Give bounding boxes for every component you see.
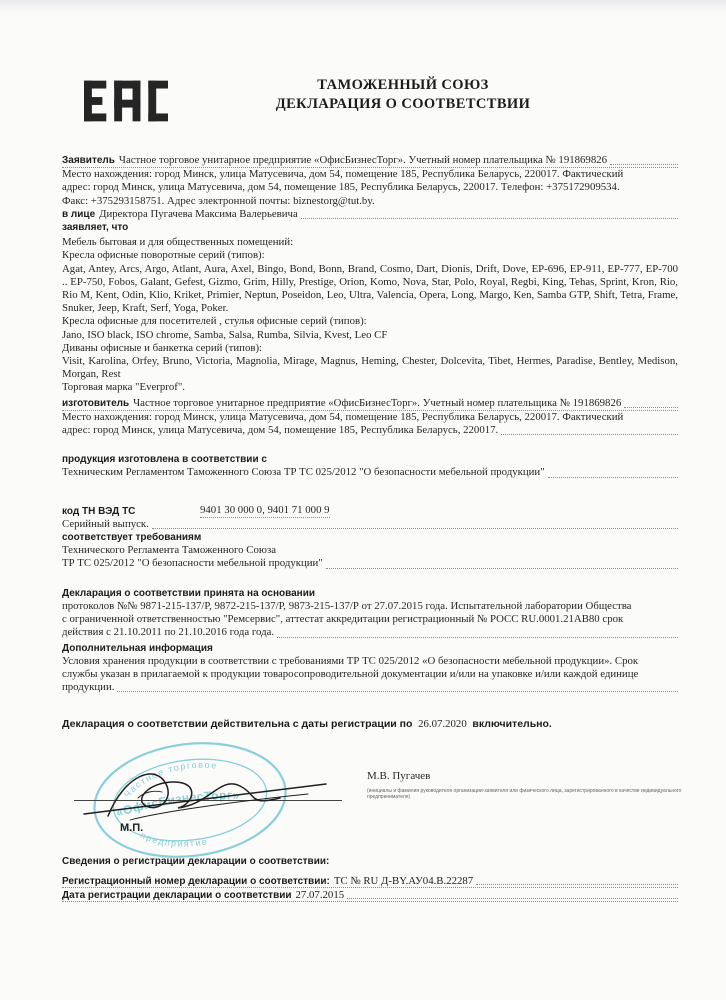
applicant-section <box>62 154 678 234</box>
stamp-text-center: «ОфисБизнесТорг» <box>114 787 240 820</box>
code-row <box>62 504 678 518</box>
registration-header: Сведения о регистрации декларации о соответствии: <box>62 855 330 867</box>
category1-items: Agat, Antey, Arcs, Argo, Atlant, Aura, Axel, Bingo, Bond, Bonn, Brand, Cosmo, Dart, Dionis, Drift, Dove, EP-696, EP-911, EP-777, EP-700 .. EP-750, Fobos, Galant, Gefest, Gizmo, Grim, Hilly, Prestige, Orion, Komo, Nova, Star, Polo, Royal, Regbi, King, Tehas, Sprint, Kron, Rio, Rio M, Kent, Odin, Klio, Kriket, Primier, Neptun, Poseidon, Leo, Ultra, Valencia, Opera, Long, Margo, Ken, Samba GTP, Shift, Tetra, Frame, Snuker, Jeep, Kraft, Serf, Yoga, Poker. <box>62 262 678 315</box>
manufacturer-label: изготовитель <box>62 397 130 409</box>
basis-line-1: протоколов №№ 9871-215-137/Р, 9872-215-137/Р, 9873-215-137/Р от 27.07.2015 года. Испытательной лаборатории Общества <box>62 599 632 612</box>
validity-date: 26.07.2020 <box>418 718 467 731</box>
stamp-place-label: М.П. <box>120 821 144 834</box>
made-label: продукция изготовлена в соответствии с <box>62 454 267 466</box>
manufacturer-section <box>62 397 678 438</box>
applicant-row <box>62 154 678 168</box>
customs-code-section <box>62 504 678 571</box>
stamp-text-top: Частное торговое <box>121 759 219 800</box>
eac-logo-icon <box>84 70 168 132</box>
basis-line-3: действия с 21.10.2011 по 21.10.2016 года года. <box>62 626 275 639</box>
signatory-name: М.В. Пугачев <box>367 769 431 782</box>
manufacturer-address-1: Место нахождения: город Минск, улица Матусевича, дом 54, помещение 185, Республика Беларусь, 220017. Фактический <box>62 410 624 423</box>
basis-line-3-row <box>62 626 678 639</box>
validity-text-before: Декларация о соответствии действительна с даты регистрации по <box>62 718 413 731</box>
registration-date-value: 27.07.2015 <box>295 888 345 901</box>
additional-line-3-row <box>62 681 678 694</box>
declares-label: заявляет, что <box>62 222 129 234</box>
title-line-2: ДЕКЛАРАЦИЯ О СООТВЕТСТВИИ <box>275 96 531 112</box>
stamp-text-bottom: предприятие <box>138 829 210 849</box>
category3-items: Visit, Karolina, Orfey, Bruno, Victoria, Magnolia, Mirage, Magnus, Heming, Chester, Dolcevita, Tibet, Hermes, Paradise, Bentley, Medison, Morgan, Rest <box>62 355 678 381</box>
dotted-leader <box>117 691 678 692</box>
code-value: 9401 30 000 0, 9401 71 000 9 <box>200 504 330 518</box>
manufacturer-row <box>62 397 678 411</box>
category2-items: Jano, ISO black, ISO chrome, Samba, Salsa, Rumba, Silvia, Kvest, Leo CF <box>62 328 388 341</box>
dotted-leader <box>476 884 678 885</box>
dotted-leader <box>277 637 678 638</box>
serial-row <box>62 518 678 531</box>
person-name: Директора Пугачева Максима Валерьевича <box>99 207 298 220</box>
applicant-address-3: Факс: +375293158751. Адрес электронной почты: biznestorg@tut.by. <box>62 194 375 207</box>
registration-number-label: Регистрационный номер декларации о соответствии: <box>62 875 330 887</box>
applicant-label: Заявитель <box>62 155 115 166</box>
manufacturer-address-2: адрес: город Минск, улица Матусевича, дом 54, помещение 185, Республика Беларусь, 220017. <box>62 424 499 437</box>
made-text: Техническим Регламентом Таможенного Союза ТР ТС 025/2012 "О безопасности мебельной продукции" <box>62 466 545 479</box>
document-title <box>168 70 638 114</box>
manufacturer-address-2-row <box>62 424 678 437</box>
applicant-address-1: Место нахождения: город Минск, улица Матусевича, дом 54, помещение 185, Республика Беларусь, 220017. Фактический <box>62 168 624 181</box>
additional-line-2: службы указан в прилагаемой к продукции товаросопроводительной документации и/или на упаковке и/или каждой единице <box>62 667 639 680</box>
category3-title: Диваны офисные и банкетка серий (типов): <box>62 341 263 354</box>
registration-number-row <box>62 875 678 888</box>
products-intro: Мебель бытовая и для общественных помещений: <box>62 236 294 249</box>
signature-zone <box>62 738 682 856</box>
dotted-leader <box>301 218 678 219</box>
meets-label: соответствует требованиям <box>62 532 202 544</box>
validity-row <box>62 718 678 731</box>
applicant-text: Частное торговое унитарное предприятие «ОфисБизнесТорг». Учетный номер плательщика № 191869826 <box>118 154 608 166</box>
meets-line-2: ТР ТС 025/2012 "О безопасности мебельной продукции" <box>62 557 323 570</box>
person-label: в лице <box>62 208 96 220</box>
spacer <box>62 482 678 504</box>
spacer <box>62 573 678 587</box>
meets-line-1: Технического Регламента Таможенного Союза <box>62 544 277 557</box>
additional-line-3: продукции. <box>62 681 115 694</box>
title-line-1: ТАМОЖЕННЫЙ СОЮЗ <box>317 77 489 93</box>
spacer <box>62 696 678 718</box>
made-text-row <box>62 466 678 479</box>
dotted-leader <box>347 898 678 899</box>
spacer <box>62 439 678 453</box>
meets-line-2-row <box>62 557 678 570</box>
validity-text-after: включительно. <box>472 718 552 731</box>
category1-title: Кресла офисные поворотные серий (типов): <box>62 249 265 262</box>
manufacturer-text: Частное торговое унитарное предприятие «ОфисБизнесТорг». Учетный номер плательщика № 191869826 <box>133 396 622 409</box>
signature-scribble <box>70 746 340 836</box>
document-header <box>62 70 678 132</box>
additional-line-1: Условия хранения продукции в соответствии с требованиями ТР ТС 025/2012 «О безопасности мебельной продукции». Срок <box>62 654 639 667</box>
basis-section <box>62 587 678 640</box>
serial-text: Серийный выпуск. <box>62 517 149 530</box>
dotted-leader <box>326 568 678 569</box>
registration-date-row <box>62 889 678 902</box>
applicant-address-2: адрес: город Минск, улица Матусевича, дом 54, помещение 185, Республика Беларусь, 220017. Телефон: +375172909534. <box>62 181 620 194</box>
code-label: код ТН ВЭД ТС <box>62 505 136 517</box>
dotted-leader <box>501 434 678 435</box>
validity-section <box>62 718 678 731</box>
additional-info-section <box>62 642 678 695</box>
basis-line-2: с ограниченной ответственностью "Ремсервис", аттестат аккредитации регистрационный № РОСС RU.0001.21АВ80 срок <box>62 613 624 626</box>
made-in-accordance-section <box>62 453 678 479</box>
category2-title: Кресла офисные для посетителей , стулья офисные серий (типов): <box>62 315 367 328</box>
dotted-leader <box>548 477 678 478</box>
signatory-caption: (инициалы и фамилия руководителя организации-заявителя или физического лица, зарегистрированного в качестве индивидуального предпринимателя) <box>367 787 682 801</box>
registration-number-value: ТС № RU Д-BY.АУ04.В.22287 <box>333 874 474 887</box>
additional-label: Дополнительная информация <box>62 642 213 654</box>
trademark: Торговая марка "Everprof". <box>62 381 185 394</box>
applicant-person-row <box>62 208 678 221</box>
dotted-leader <box>610 164 678 165</box>
registration-date-label: Дата регистрации декларации о соответствии <box>62 889 292 901</box>
products-section <box>62 236 678 394</box>
dotted-leader <box>152 528 678 529</box>
basis-label: Декларация о соответствии принята на основании <box>62 587 316 599</box>
dotted-leader <box>624 407 678 408</box>
